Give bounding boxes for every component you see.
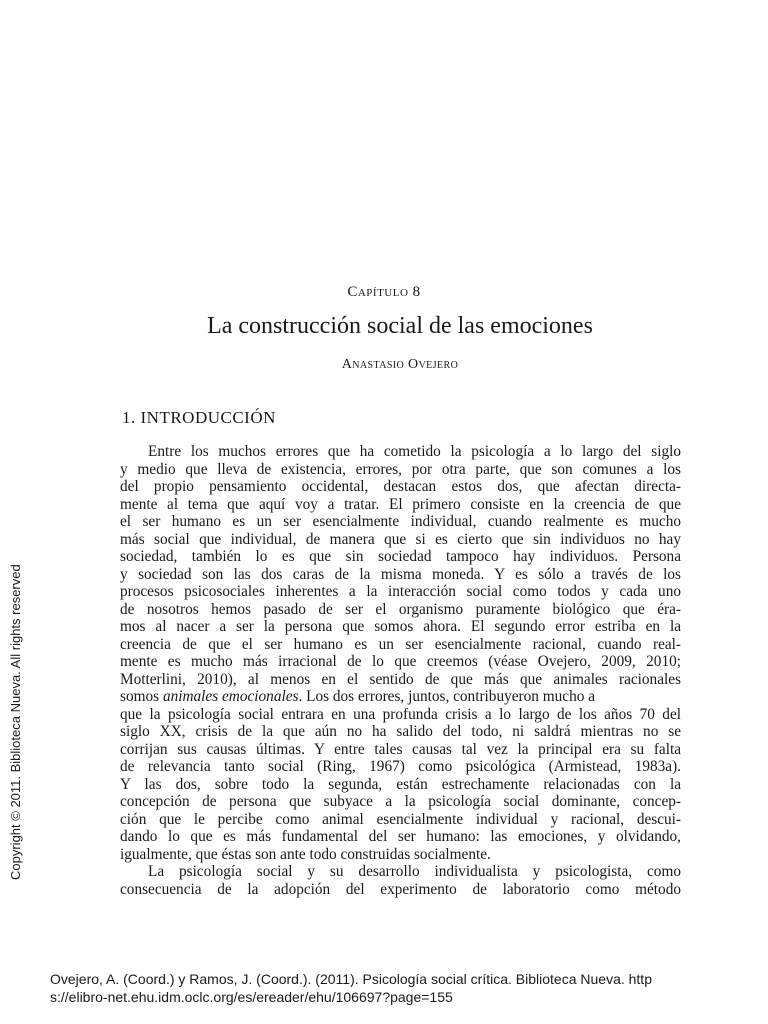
body-line: creencia de que el ser humano es un ser esencialmente racional, cuando real- [120,635,681,653]
body-line: consecuencia de la adopción del experimento de laboratorio como método [120,880,681,898]
body-line [120,688,681,706]
citation [50,970,750,1006]
citation-line-2: s://elibro-net.ehu.idm.oclc.org/es/ereader/ehu/106697?page=155 [50,989,453,1005]
citation-line-1: Ovejero, A. (Coord.) y Ramos, J. (Coord.). (2011). Psicología social crítica. Biblioteca Nueva. http [50,971,652,987]
emphasis-text: animales emocionales [162,688,299,705]
body-line: del propio pensamiento occidental, destacan estos dos, que afectan directa- [120,478,681,495]
body-line-end: . Los dos errores, juntos, contribuyeron mucho a [298,688,595,705]
body-line: el ser humano es un ser esencialmente individual, cuando realmente es mucho [120,513,681,530]
body-line: Y las dos, sobre todo la segunda, están estrechamente relacionadas con la [120,775,681,793]
chapter-title: La construcción social de las emociones [207,313,593,339]
copyright-notice: Copyright © 2011. Biblioteca Nueva. All rights reserved [8,564,23,880]
body-line: de nosotros hemos pasado de ser el organismo puramente biológico que éra- [120,600,681,618]
body-line: siglo XX, crisis de la que aún no ha salido del todo, ni saldrá mientras no se [120,723,681,740]
body-line: igualmente, que éstas son ante todo construidas socialmente. [120,845,491,863]
section-heading: 1. INTRODUCCIÓN [122,408,276,427]
body-line: Entre los muchos errores que ha cometido la psicología a lo largo del siglo [148,443,681,460]
body-line: sociedad, también lo es que sin sociedad tampoco hay individuos. Persona [120,548,681,565]
body-line: más social que individual, de manera que si es cierto que sin individuos no hay [120,530,681,548]
body-line-start: somos [120,688,160,705]
body-line: La psicología social y su desarrollo individualista y psicologista, como [148,863,681,880]
body-line: Motterlini, 2010), al menos en el sentido de que más que animales racionales [120,670,681,688]
body-line: que la psicología social entrara en una profunda crisis a lo largo de los años 70 del [120,705,681,723]
body-line: y medio que lleva de existencia, errores, por otra parte, que son comunes a los [120,460,681,478]
body-line: mos al nacer a ser la persona que somos ahora. El segundo error estriba en la [120,618,681,635]
body-line: ción que le percibe como animal esencialmente individual y racional, descui- [120,810,681,828]
body-line: y sociedad son las dos caras de la misma moneda. Y es sólo a través de los [120,565,681,583]
body-line: dando lo que es más fundamental del ser humano: las emociones, y olvidando, [120,828,681,845]
chapter-label: Capítulo 8 [347,284,421,300]
body-line: de relevancia tanto social (Ring, 1967) como psicológica (Armistead, 1983a). [120,758,681,775]
author-name: Anastasio Ovejero [341,357,459,372]
body-line: concepción de persona que subyace a la psicología social dominante, concep- [120,793,681,810]
body-text [120,443,681,898]
body-line: mente al tema que aquí voy a tratar. El primero consiste en la creencia de que [120,495,681,513]
body-line: corrijan sus causas últimas. Y entre tales causas tal vez la principal era su falta [120,740,681,758]
body-line: mente es mucho más irracional de lo que creemos (véase Ovejero, 2009, 2010; [120,653,681,670]
body-line: procesos psicosociales inherentes a la interacción social como todos y cada uno [120,583,681,600]
